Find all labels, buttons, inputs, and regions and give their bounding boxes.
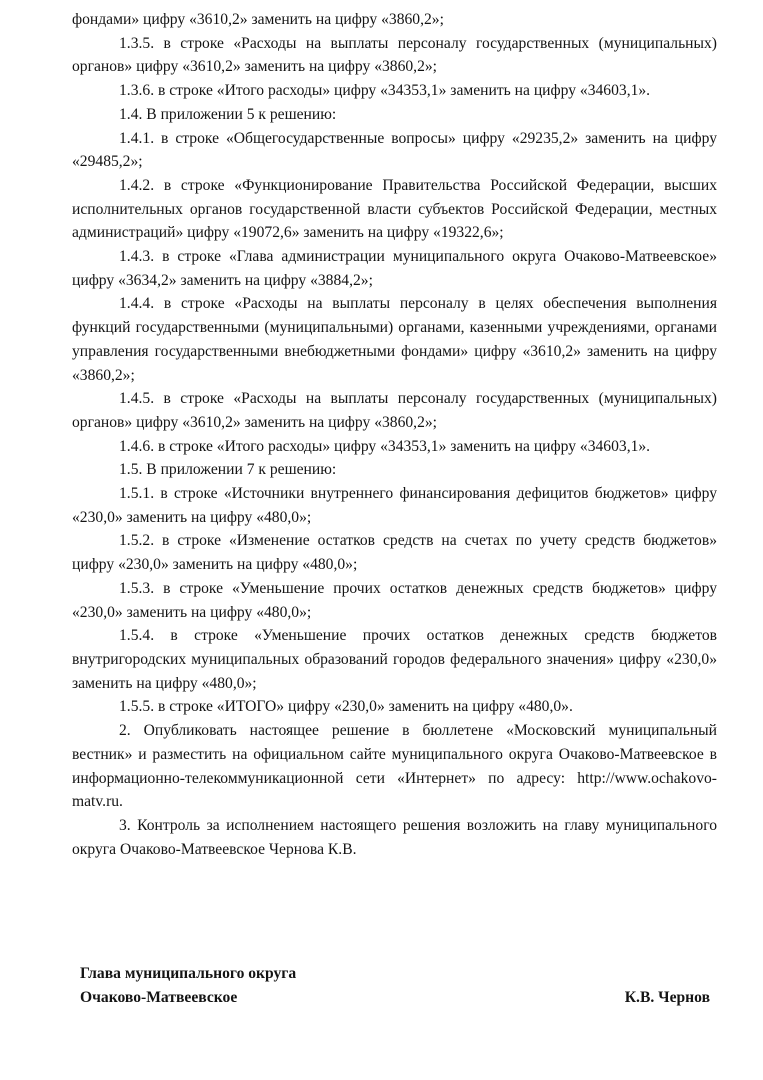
paragraph-continuation: фондами» цифру «3610,2» заменить на цифру «3860,2»; (72, 11, 444, 28)
paragraph-1-5-1: 1.5.1. в строке «Источники внутреннего финансирования дефицитов бюджетов» цифру «230,0» заменить на цифру «480,0»; (72, 485, 717, 526)
paragraph-1-4-6: 1.4.6. в строке «Итого расходы» цифру «34353,1» заменить на цифру «34603,1». (119, 437, 651, 455)
paragraph-1-3-5: 1.3.5. в строке «Расходы на выплаты персоналу государственных (муниципальных) органов» цифру «3610,2» заменить на цифру «3860,2»; (72, 34, 717, 76)
paragraph-1-4-5: 1.4.5. в строке «Расходы на выплаты персоналу государственных (муниципальных) органов» цифру «3610,2» заменить на цифру «3860,2»; (72, 390, 717, 431)
signature-block (80, 962, 710, 1010)
paragraph-1-5-5: 1.5.5. в строке «ИТОГО» цифру «230,0» заменить на цифру «480,0». (119, 698, 573, 716)
paragraph-1-5-4: 1.5.4. в строке «Уменьшение прочих остатков денежных средств бюджетов внутригородских муниципальных образований городов федерального значения» цифру «230,0» заменить на цифру «480,0»; (72, 627, 717, 692)
paragraph-1-5-2: 1.5.2. в строке «Изменение остатков средств на счетах по учету средств бюджетов» цифру «230,0» заменить на цифру «480,0»; (72, 532, 717, 574)
signature-name: К.В. Чернов (624, 989, 710, 1006)
paragraph-1-4-1: 1.4.1. в строке «Общегосударственные вопросы» цифру «29235,2» заменить на цифру «29485,2»; (72, 129, 717, 171)
document-body (72, 8, 717, 861)
paragraph-1-3-6: 1.3.6. в строке «Итого расходы» цифру «34353,1» заменить на цифру «34603,1». (119, 82, 651, 100)
paragraph-3: 3. Контроль за исполнением настоящего решения возложить на главу муниципального округа Очаково-Матвеевское Чернова К.В. (72, 816, 717, 858)
paragraph-1-4-3: 1.4.3. в строке «Глава администрации муниципального округа Очаково-Матвеевское» цифру «3634,2» заменить на цифру «3884,2»; (72, 248, 717, 289)
paragraph-1-4-4: 1.4.4. в строке «Расходы на выплаты персоналу в целях обеспечения выполнения функций государственными (муниципальными) органами, казенными учреждениями, органами управления государственными внебюджетными фондами» цифру «3610,2» заменить на цифру «3860,2»; (72, 295, 717, 384)
signature-title-line2: Очаково-Матвеевское (80, 989, 238, 1006)
paragraph-1-5-3: 1.5.3. в строке «Уменьшение прочих остатков денежных средств бюджетов» цифру «230,0» заменить на цифру «480,0»; (72, 579, 717, 621)
signature-line (80, 986, 710, 1010)
paragraph-1-5: 1.5. В приложении 7 к решению: (119, 461, 337, 479)
paragraph-1-4-2: 1.4.2. в строке «Функционирование Правительства Российской Федерации, высших исполнительных органов государственной власти субъектов Российской Федерации, местных администраций» цифру «19072,6» заменить на цифру «19322,6»; (72, 176, 717, 242)
paragraph-2: 2. Опубликовать настоящее решение в бюллетене «Московский муниципальный вестник» и разместить на официальном сайте муниципального округа Очаково-Матвеевское в информационно-телекоммуникационной сети «Интернет» по адресу: http://www.ochakovo-matv.ru. (72, 722, 717, 811)
paragraph-1-4: 1.4. В приложении 5 к решению: (119, 105, 337, 123)
signature-title-line1: Глава муниципального округа (80, 965, 297, 982)
